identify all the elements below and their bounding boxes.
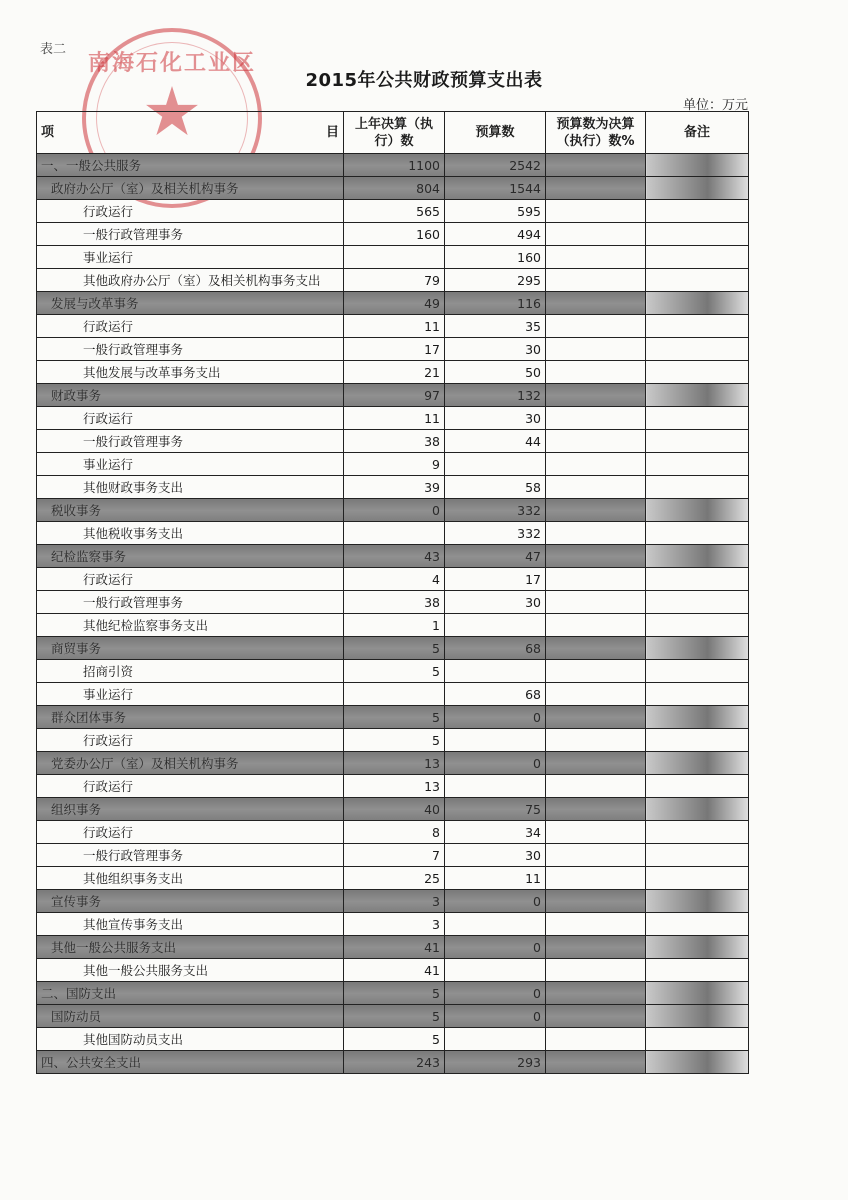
row-ratio-value bbox=[546, 177, 646, 200]
row-ratio-value bbox=[546, 1005, 646, 1028]
row-item-name: 行政运行 bbox=[37, 775, 344, 798]
table-row bbox=[37, 844, 749, 867]
row-budget-value: 595 bbox=[445, 200, 546, 223]
row-ratio-value bbox=[546, 683, 646, 706]
row-ratio-value bbox=[546, 223, 646, 246]
row-item-name: 一般行政管理事务 bbox=[37, 844, 344, 867]
table-row bbox=[37, 752, 749, 775]
row-budget-value bbox=[445, 660, 546, 683]
row-ratio-value bbox=[546, 959, 646, 982]
row-last-year-value: 1100 bbox=[344, 154, 445, 177]
row-item-name: 其他税收事务支出 bbox=[37, 522, 344, 545]
row-last-year-value bbox=[344, 522, 445, 545]
row-last-year-value: 17 bbox=[344, 338, 445, 361]
row-note bbox=[646, 637, 749, 660]
row-item-name: 财政事务 bbox=[37, 384, 344, 407]
row-budget-value: 11 bbox=[445, 867, 546, 890]
row-budget-value: 160 bbox=[445, 246, 546, 269]
row-last-year-value: 97 bbox=[344, 384, 445, 407]
row-note bbox=[646, 315, 749, 338]
row-item-name: 一般行政管理事务 bbox=[37, 430, 344, 453]
table-row bbox=[37, 660, 749, 683]
table-row bbox=[37, 591, 749, 614]
row-budget-value: 295 bbox=[445, 269, 546, 292]
row-budget-value: 0 bbox=[445, 982, 546, 1005]
row-note bbox=[646, 867, 749, 890]
row-budget-value: 293 bbox=[445, 1051, 546, 1074]
row-budget-value: 0 bbox=[445, 890, 546, 913]
table-row bbox=[37, 522, 749, 545]
row-last-year-value: 5 bbox=[344, 729, 445, 752]
row-ratio-value bbox=[546, 246, 646, 269]
row-last-year-value: 160 bbox=[344, 223, 445, 246]
row-item-name: 其他组织事务支出 bbox=[37, 867, 344, 890]
row-note bbox=[646, 614, 749, 637]
row-budget-value: 332 bbox=[445, 499, 546, 522]
row-budget-value: 58 bbox=[445, 476, 546, 499]
row-budget-value: 1544 bbox=[445, 177, 546, 200]
row-item-name: 其他政府办公厅（室）及相关机构事务支出 bbox=[37, 269, 344, 292]
row-item-name: 行政运行 bbox=[37, 315, 344, 338]
table-row bbox=[37, 890, 749, 913]
table-row bbox=[37, 499, 749, 522]
table-row bbox=[37, 798, 749, 821]
row-last-year-value bbox=[344, 683, 445, 706]
row-budget-value: 2542 bbox=[445, 154, 546, 177]
table-row bbox=[37, 269, 749, 292]
row-last-year-value: 5 bbox=[344, 982, 445, 1005]
row-last-year-value: 804 bbox=[344, 177, 445, 200]
table-row bbox=[37, 637, 749, 660]
row-ratio-value bbox=[546, 775, 646, 798]
row-last-year-value: 5 bbox=[344, 706, 445, 729]
row-note bbox=[646, 913, 749, 936]
table-row bbox=[37, 430, 749, 453]
row-ratio-value bbox=[546, 729, 646, 752]
row-budget-value: 30 bbox=[445, 407, 546, 430]
row-note bbox=[646, 269, 749, 292]
table-row bbox=[37, 821, 749, 844]
table-row bbox=[37, 913, 749, 936]
row-item-name: 一、一般公共服务 bbox=[37, 154, 344, 177]
row-item-name: 纪检监察事务 bbox=[37, 545, 344, 568]
row-item-name: 其他财政事务支出 bbox=[37, 476, 344, 499]
row-ratio-value bbox=[546, 1028, 646, 1051]
row-budget-value: 47 bbox=[445, 545, 546, 568]
row-budget-value: 75 bbox=[445, 798, 546, 821]
row-item-name: 事业运行 bbox=[37, 246, 344, 269]
row-budget-value bbox=[445, 729, 546, 752]
table-row bbox=[37, 338, 749, 361]
header-note: 备注 bbox=[646, 112, 749, 154]
row-note bbox=[646, 499, 749, 522]
row-last-year-value: 11 bbox=[344, 315, 445, 338]
row-last-year-value bbox=[344, 246, 445, 269]
row-budget-value bbox=[445, 614, 546, 637]
table-row bbox=[37, 223, 749, 246]
row-last-year-value: 21 bbox=[344, 361, 445, 384]
row-last-year-value: 49 bbox=[344, 292, 445, 315]
table-row bbox=[37, 775, 749, 798]
row-note bbox=[646, 522, 749, 545]
row-item-name: 群众团体事务 bbox=[37, 706, 344, 729]
row-note bbox=[646, 223, 749, 246]
row-note bbox=[646, 936, 749, 959]
row-last-year-value: 43 bbox=[344, 545, 445, 568]
row-note bbox=[646, 292, 749, 315]
row-ratio-value bbox=[546, 890, 646, 913]
row-last-year-value: 1 bbox=[344, 614, 445, 637]
row-ratio-value bbox=[546, 430, 646, 453]
row-last-year-value: 39 bbox=[344, 476, 445, 499]
row-last-year-value: 565 bbox=[344, 200, 445, 223]
row-item-name: 行政运行 bbox=[37, 200, 344, 223]
row-last-year-value: 7 bbox=[344, 844, 445, 867]
table-row bbox=[37, 200, 749, 223]
row-item-name: 行政运行 bbox=[37, 407, 344, 430]
row-note bbox=[646, 683, 749, 706]
row-ratio-value bbox=[546, 913, 646, 936]
row-note bbox=[646, 821, 749, 844]
row-ratio-value bbox=[546, 637, 646, 660]
table-row bbox=[37, 614, 749, 637]
row-item-name: 其他纪检监察事务支出 bbox=[37, 614, 344, 637]
table-row bbox=[37, 1028, 749, 1051]
row-note bbox=[646, 775, 749, 798]
row-item-name: 政府办公厅（室）及相关机构事务 bbox=[37, 177, 344, 200]
row-last-year-value: 38 bbox=[344, 591, 445, 614]
row-item-name: 其他国防动员支出 bbox=[37, 1028, 344, 1051]
row-budget-value bbox=[445, 913, 546, 936]
row-budget-value: 30 bbox=[445, 844, 546, 867]
table-row bbox=[37, 154, 749, 177]
row-item-name: 党委办公厅（室）及相关机构事务 bbox=[37, 752, 344, 775]
header-item bbox=[37, 112, 344, 154]
unit-label: 单位：万元 bbox=[682, 98, 748, 113]
row-item-name: 组织事务 bbox=[37, 798, 344, 821]
row-ratio-value bbox=[546, 706, 646, 729]
row-ratio-value bbox=[546, 522, 646, 545]
row-ratio-value bbox=[546, 315, 646, 338]
row-note bbox=[646, 545, 749, 568]
row-item-name: 行政运行 bbox=[37, 821, 344, 844]
row-last-year-value: 243 bbox=[344, 1051, 445, 1074]
row-item-name: 招商引资 bbox=[37, 660, 344, 683]
row-note bbox=[646, 752, 749, 775]
row-budget-value bbox=[445, 775, 546, 798]
row-ratio-value bbox=[546, 936, 646, 959]
row-note bbox=[646, 1051, 749, 1074]
row-budget-value: 50 bbox=[445, 361, 546, 384]
row-ratio-value bbox=[546, 614, 646, 637]
row-note bbox=[646, 407, 749, 430]
row-last-year-value: 40 bbox=[344, 798, 445, 821]
header-ratio: 预算数为决算（执行）数% bbox=[546, 112, 646, 154]
row-item-name: 商贸事务 bbox=[37, 637, 344, 660]
row-note bbox=[646, 729, 749, 752]
row-item-name: 其他宣传事务支出 bbox=[37, 913, 344, 936]
row-budget-value: 0 bbox=[445, 752, 546, 775]
row-note bbox=[646, 361, 749, 384]
row-ratio-value bbox=[546, 660, 646, 683]
row-note bbox=[646, 1005, 749, 1028]
row-ratio-value bbox=[546, 591, 646, 614]
row-item-name: 事业运行 bbox=[37, 683, 344, 706]
table-row bbox=[37, 361, 749, 384]
row-note bbox=[646, 154, 749, 177]
row-budget-value: 30 bbox=[445, 338, 546, 361]
table-row bbox=[37, 706, 749, 729]
table-row bbox=[37, 545, 749, 568]
table-row bbox=[37, 292, 749, 315]
row-budget-value: 0 bbox=[445, 936, 546, 959]
header-row bbox=[37, 112, 749, 154]
row-item-name: 四、公共安全支出 bbox=[37, 1051, 344, 1074]
row-last-year-value: 0 bbox=[344, 499, 445, 522]
table-row bbox=[37, 729, 749, 752]
row-budget-value: 68 bbox=[445, 637, 546, 660]
row-item-name: 行政运行 bbox=[37, 729, 344, 752]
row-item-name: 行政运行 bbox=[37, 568, 344, 591]
table-row bbox=[37, 384, 749, 407]
row-budget-value: 494 bbox=[445, 223, 546, 246]
row-item-name: 发展与改革事务 bbox=[37, 292, 344, 315]
row-note bbox=[646, 982, 749, 1005]
table-label: 表二 bbox=[40, 42, 67, 57]
table-row bbox=[37, 936, 749, 959]
table-row bbox=[37, 867, 749, 890]
row-last-year-value: 4 bbox=[344, 568, 445, 591]
row-budget-value bbox=[445, 453, 546, 476]
row-budget-value bbox=[445, 1028, 546, 1051]
row-budget-value: 44 bbox=[445, 430, 546, 453]
row-ratio-value bbox=[546, 821, 646, 844]
row-item-name: 其他发展与改革事务支出 bbox=[37, 361, 344, 384]
row-ratio-value bbox=[546, 476, 646, 499]
row-note bbox=[646, 476, 749, 499]
row-budget-value: 34 bbox=[445, 821, 546, 844]
row-budget-value: 116 bbox=[445, 292, 546, 315]
row-budget-value bbox=[445, 959, 546, 982]
row-last-year-value: 38 bbox=[344, 430, 445, 453]
row-ratio-value bbox=[546, 154, 646, 177]
row-note bbox=[646, 798, 749, 821]
row-budget-value: 332 bbox=[445, 522, 546, 545]
row-last-year-value: 5 bbox=[344, 660, 445, 683]
row-note bbox=[646, 453, 749, 476]
row-ratio-value bbox=[546, 361, 646, 384]
row-budget-value: 132 bbox=[445, 384, 546, 407]
table-row bbox=[37, 568, 749, 591]
row-item-name: 二、国防支出 bbox=[37, 982, 344, 1005]
row-item-name: 一般行政管理事务 bbox=[37, 591, 344, 614]
table-row bbox=[37, 1051, 749, 1074]
seal-text: 南海石化工业区 bbox=[87, 51, 256, 76]
table-row bbox=[37, 315, 749, 338]
table-row bbox=[37, 959, 749, 982]
row-note bbox=[646, 568, 749, 591]
row-last-year-value: 9 bbox=[344, 453, 445, 476]
header-item-right: 目 bbox=[325, 125, 339, 140]
table-row bbox=[37, 177, 749, 200]
row-last-year-value: 41 bbox=[344, 959, 445, 982]
row-ratio-value bbox=[546, 384, 646, 407]
row-note bbox=[646, 1028, 749, 1051]
row-note bbox=[646, 706, 749, 729]
row-ratio-value bbox=[546, 338, 646, 361]
budget-table bbox=[36, 111, 749, 1074]
row-last-year-value: 13 bbox=[344, 752, 445, 775]
row-item-name: 税收事务 bbox=[37, 499, 344, 522]
table-body bbox=[37, 154, 749, 1074]
row-note bbox=[646, 338, 749, 361]
row-budget-value: 35 bbox=[445, 315, 546, 338]
table-row bbox=[37, 683, 749, 706]
row-last-year-value: 8 bbox=[344, 821, 445, 844]
row-budget-value: 0 bbox=[445, 706, 546, 729]
row-budget-value: 30 bbox=[445, 591, 546, 614]
row-note bbox=[646, 177, 749, 200]
row-budget-value: 0 bbox=[445, 1005, 546, 1028]
row-ratio-value bbox=[546, 844, 646, 867]
row-ratio-value bbox=[546, 292, 646, 315]
table-row bbox=[37, 246, 749, 269]
row-last-year-value: 11 bbox=[344, 407, 445, 430]
page-title: 2015年公共财政预算支出表 bbox=[305, 70, 543, 91]
row-last-year-value: 79 bbox=[344, 269, 445, 292]
header-budget: 预算数 bbox=[445, 112, 546, 154]
row-last-year-value: 25 bbox=[344, 867, 445, 890]
row-last-year-value: 3 bbox=[344, 890, 445, 913]
table-row bbox=[37, 982, 749, 1005]
header-last-year: 上年决算（执行）数 bbox=[344, 112, 445, 154]
row-last-year-value: 3 bbox=[344, 913, 445, 936]
row-last-year-value: 13 bbox=[344, 775, 445, 798]
row-note bbox=[646, 844, 749, 867]
row-last-year-value: 5 bbox=[344, 637, 445, 660]
header-item-left: 项 bbox=[41, 125, 55, 140]
row-ratio-value bbox=[546, 1051, 646, 1074]
table-row bbox=[37, 1005, 749, 1028]
row-note bbox=[646, 246, 749, 269]
row-ratio-value bbox=[546, 568, 646, 591]
row-item-name: 其他一般公共服务支出 bbox=[37, 936, 344, 959]
row-last-year-value: 41 bbox=[344, 936, 445, 959]
table-row bbox=[37, 407, 749, 430]
row-note bbox=[646, 430, 749, 453]
row-item-name: 宣传事务 bbox=[37, 890, 344, 913]
row-note bbox=[646, 660, 749, 683]
row-ratio-value bbox=[546, 798, 646, 821]
row-ratio-value bbox=[546, 982, 646, 1005]
row-last-year-value: 5 bbox=[344, 1028, 445, 1051]
row-ratio-value bbox=[546, 499, 646, 522]
table-row bbox=[37, 453, 749, 476]
row-item-name: 一般行政管理事务 bbox=[37, 338, 344, 361]
row-note bbox=[646, 384, 749, 407]
row-ratio-value bbox=[546, 453, 646, 476]
row-budget-value: 17 bbox=[445, 568, 546, 591]
row-ratio-value bbox=[546, 200, 646, 223]
row-ratio-value bbox=[546, 545, 646, 568]
table-row bbox=[37, 476, 749, 499]
row-note bbox=[646, 591, 749, 614]
row-ratio-value bbox=[546, 269, 646, 292]
row-item-name: 一般行政管理事务 bbox=[37, 223, 344, 246]
row-item-name: 国防动员 bbox=[37, 1005, 344, 1028]
row-ratio-value bbox=[546, 867, 646, 890]
row-note bbox=[646, 890, 749, 913]
row-item-name: 其他一般公共服务支出 bbox=[37, 959, 344, 982]
row-last-year-value: 5 bbox=[344, 1005, 445, 1028]
row-item-name: 事业运行 bbox=[37, 453, 344, 476]
row-budget-value: 68 bbox=[445, 683, 546, 706]
row-note bbox=[646, 959, 749, 982]
row-note bbox=[646, 200, 749, 223]
row-ratio-value bbox=[546, 407, 646, 430]
row-ratio-value bbox=[546, 752, 646, 775]
